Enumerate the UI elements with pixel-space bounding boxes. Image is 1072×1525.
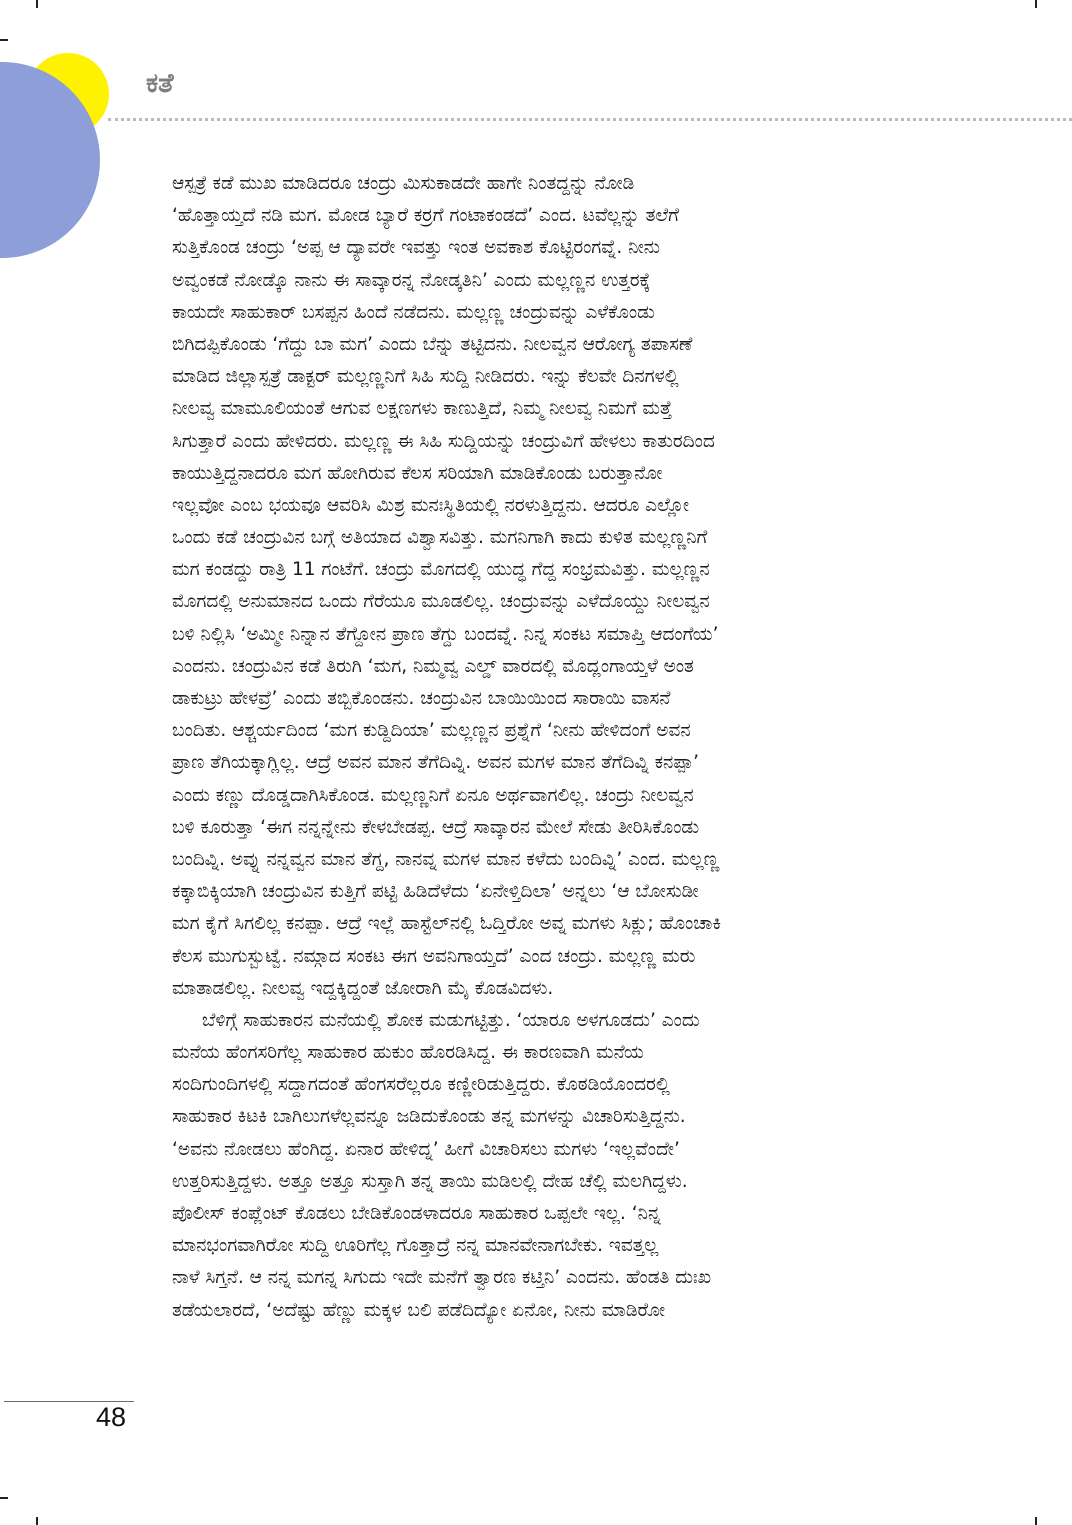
page-number: 48: [96, 1402, 127, 1432]
text-line: ಬಂದಿವ್ನಿ. ಅವ್ನು ನನ್ನವ್ವನ ಮಾನ ತೆಗ್ದ, ನಾನವ್ನ ಮಗಳ ಮಾನ ಕಳೆದು ಬಂದಿವ್ನಿ’ ಎಂದ. ಮಲ್ಲಣ್ಣ: [172, 848, 720, 870]
text-line: ಪೊಲೀಸ್ ಕಂಪ್ಲೆಂಟ್ ಕೊಡಲು ಬೇಡಿಕೊಂಡಳಾದರೂ ಸಾಹುಕಾರ ಒಪ್ಪಲೇ ಇಲ್ಲ. ‘ನಿನ್ನ: [172, 1203, 661, 1224]
text-line: ನೀಲವ್ವ ಮಾಮೂಲಿಯಂತೆ ಆಗುವ ಲಕ್ಷಣಗಳು ಕಾಣುತ್ತಿದೆ, ನಿಮ್ಮ ನೀಲವ್ವ ನಿಮಗೆ ಮತ್ತೆ: [172, 398, 673, 420]
text-line: ಮಗ ಕಂಡದ್ದು ರಾತ್ರಿ 11 ಗಂಟೆಗೆ. ಚಂದ್ರು ಮೊಗದಲ್ಲಿ ಯುದ್ಧ ಗೆದ್ದ ಸಂಭ್ರಮವಿತ್ತು. ಮಲ್ಲಣ್ಣನ: [172, 559, 710, 581]
text-line: ಕೆಲಸ ಮುಗುಸ್ಬುಟ್ವೆ. ನಮ್ಗಾದ ಸಂಕಟ ಈಗ ಅವನಿಗಾಯ್ತದೆ’ ಎಂದ ಚಂದ್ರು. ಮಲ್ಲಣ್ಣ ಮರು: [172, 945, 696, 967]
text-line: ಬಿಗಿದಪ್ಪಿಕೊಂಡು ‘ಗೆದ್ದು ಬಾ ಮಗ’ ಎಂದು ಬೆನ್ನು ತಟ್ಟಿದನು. ನೀಲವ್ವನ ಆರೋಗ್ಯ ತಪಾಸಣೆ: [172, 333, 693, 355]
section-title: ಕತೆ: [146, 68, 174, 99]
text-line: ಆಸ್ಪತ್ರೆ ಕಡೆ ಮುಖ ಮಾಡಿದರೂ ಚಂದ್ರು ಮಿಸುಕಾಡದೇ ಹಾಗೇ ನಿಂತದ್ದನ್ನು ನೋಡಿ: [172, 173, 635, 194]
text-line: ಕಕ್ಕಾಬಿಕ್ಕಿಯಾಗಿ ಚಂದ್ರುವಿನ ಕುತ್ತಿಗೆ ಪಟ್ಟಿ ಹಿಡಿದೆಳೆದು ‘ಏನೇಳ್ತಿದಿಲಾ’ ಅನ್ನಲು ‘ಆ ಬೋಸುಡೀ: [172, 881, 699, 903]
text-line: ಕಾಯದೇ ಸಾಹುಕಾರ್ ಬಸಪ್ಪನ ಹಿಂದೆ ನಡೆದನು. ಮಲ್ಲಣ್ಣ ಚಂದ್ರುವನ್ನು ಎಳೆಕೊಂಡು: [172, 301, 655, 323]
text-line: ಸಾಹುಕಾರ ಕಿಟಕಿ ಬಾಗಿಲುಗಳೆಲ್ಲವನ್ನೂ ಜಡಿದುಕೊಂಡು ತನ್ನ ಮಗಳನ್ನು ವಿಚಾರಿಸುತ್ತಿದ್ದನು.: [172, 1106, 686, 1128]
text-line: ಸಂದಿಗುಂದಿಗಳಲ್ಲಿ ಸದ್ದಾಗದಂತೆ ಹೆಂಗಸರೆಲ್ಲರೂ ಕಣ್ಣೀರಿಡುತ್ತಿದ್ದರು. ಕೊಠಡಿಯೊಂದರಲ್ಲಿ: [172, 1074, 670, 1096]
text-line: ಮಾಡಿದ ಜಿಲ್ಲಾಸ್ಪತ್ರೆ ಡಾಕ್ಟರ್ ಮಲ್ಲಣ್ಣನಿಗೆ ಸಿಹಿ ಸುದ್ದಿ ನೀಡಿದರು. ಇನ್ನು ಕೆಲವೇ ದಿನಗಳಲ್ಲಿ: [172, 366, 679, 388]
text-line: ಅವ್ವಂಕಡೆ ನೋಡ್ಕೊ ನಾನು ಈ ಸಾವ್ಕಾರನ್ನ ನೋಡ್ಕತಿನಿ’ ಎಂದು ಮಲ್ಲಣ್ಣನ ಉತ್ತರಕ್ಕೆ: [172, 269, 651, 291]
text-line: ಮನೆಯ ಹೆಂಗಸರಿಗೆಲ್ಲ ಸಾಹುಕಾರ ಹುಕುಂ ಹೊರಡಿಸಿದ್ದ. ಈ ಕಾರಣವಾಗಿ ಮನೆಯ: [172, 1042, 644, 1064]
paragraph-1: [172, 168, 962, 1005]
text-line: ಮೊಗದಲ್ಲಿ ಅನುಮಾನದ ಒಂದು ಗೆರೆಯೂ ಮೂಡಲಿಲ್ಲ. ಚಂದ್ರುವನ್ನು ಎಳೆದೊಯ್ದು ನೀಲವ್ವನ: [172, 591, 710, 613]
crop-mark-top-left: [36, 0, 38, 8]
text-line: ಒಂದು ಕಡೆ ಚಂದ್ರುವಿನ ಬಗ್ಗೆ ಅತಿಯಾದ ವಿಶ್ವಾಸವಿತ್ತು. ಮಗನಿಗಾಗಿ ಕಾದು ಕುಳಿತ ಮಲ್ಲಣ್ಣನಿಗೆ: [172, 527, 708, 549]
text-line: ಬೆಳಿಗ್ಗೆ ಸಾಹುಕಾರನ ಮನೆಯಲ್ಲಿ ಶೋಕ ಮಡುಗಟ್ಟಿತ್ತು. ‘ಯಾರೂ ಅಳಗೂಡದು’ ಎಂದು: [202, 1009, 700, 1031]
text-line: ಎಂದು ಕಣ್ಣು ದೊಡ್ಡದಾಗಿಸಿಕೊಂಡ. ಮಲ್ಲಣ್ಣನಿಗೆ ಏನೂ ಅರ್ಥವಾಗಲಿಲ್ಲ. ಚಂದ್ರು ನೀಲವ್ವನ: [172, 784, 694, 806]
text-line: ನಾಳೆ ಸಿಗ್ತನೆ. ಆ ನನ್ನ ಮಗನ್ನ ಸಿಗುದು ಇದೇ ಮನೆಗೆ ತ್ವಾರಣ ಕಟ್ತಿನಿ’ ಎಂದನು. ಹೆಂಡತಿ ದುಃಖ: [172, 1267, 712, 1289]
text-line: ಬಂದಿತು. ಆಶ್ಚರ್ಯದಿಂದ ‘ಮಗ ಕುಡ್ದಿದಿಯಾ’ ಮಲ್ಲಣ್ಣನ ಪ್ರಶ್ನೆಗೆ ‘ನೀನು ಹೇಳಿದಂಗೆ ಅವನ: [172, 720, 691, 742]
text-line: ಮಾತಾಡಲಿಲ್ಲ. ನೀಲವ್ವ ಇದ್ದಕ್ಕಿದ್ದಂತೆ ಜೋರಾಗಿ ಮೈ ಕೊಡವಿದಳು.: [172, 977, 554, 999]
text-line: ತಡೆಯಲಾರದೆ, ‘ಅದೆಷ್ಟು ಹೆಣ್ಣು ಮಕ್ಕಳ ಬಲಿ ಪಡೆದಿದ್ಯೋ ಏನೋ, ನೀನು ಮಾಡಿರೋ: [172, 1299, 666, 1321]
text-line: ಡಾಕುಟ್ರು ಹೇಳವ್ರೆ’ ಎಂದು ತಬ್ಬಿಕೊಂಡನು. ಚಂದ್ರುವಿನ ಬಾಯಿಯಿಂದ ಸಾರಾಯಿ ವಾಸನೆ: [172, 688, 671, 709]
text-line: ಸುತ್ತಿಕೊಂಡ ಚಂದ್ರು ‘ಅಪ್ಪ ಆ ದ್ಯಾವರೇ ಇವತ್ತು ಇಂತ ಅವಕಾಶ ಕೊಟ್ಟಿರಂಗವ್ನೆ. ನೀನು: [172, 237, 660, 259]
text-line: ಕಾಯುತ್ತಿದ್ದನಾದರೂ ಮಗ ಹೋಗಿರುವ ಕೆಲಸ ಸರಿಯಾಗಿ ಮಾಡಿಕೊಂಡು ಬರುತ್ತಾನೋ: [172, 462, 663, 484]
text-line: ಬಳಿ ಕೂರುತ್ತಾ ‘ಈಗ ನನ್ನನ್ನೇನು ಕೇಳಬೇಡಪ್ಪ. ಆದ್ರೆ ಸಾವ್ಕಾರನ ಮೇಲೆ ಸೇಡು ತೀರಿಸಿಕೊಂಡು: [172, 816, 700, 838]
text-line: ಸಿಗುತ್ತಾರೆ ಎಂದು ಹೇಳಿದರು. ಮಲ್ಲಣ್ಣ ಈ ಸಿಹಿ ಸುದ್ದಿಯನ್ನು ಚಂದ್ರುವಿಗೆ ಹೇಳಲು ಕಾತುರದಿಂದ: [172, 430, 715, 452]
paragraph-2: [172, 1005, 962, 1327]
text-line: ಪ್ರಾಣ ತೆಗಿಯಕ್ಕಾಗ್ಲಿಲ್ಲ. ಆದ್ರೆ ಅವನ ಮಾನ ತೆಗೆದಿವ್ನಿ. ಅವನ ಮಗಳ ಮಾನ ತೆಗೆದಿವ್ನಿ ಕನಪ್ಪಾ’: [172, 752, 700, 774]
header-dotted-rule: [108, 118, 1072, 121]
crop-mark-left-bottom: [0, 1497, 8, 1499]
crop-mark-bottom-right: [1035, 1517, 1037, 1525]
text-line: ಇಲ್ಲವೋ ಎಂಬ ಭಯವೂ ಆವರಿಸಿ ಮಿಶ್ರ ಮನಃಸ್ಥಿತಿಯಲ್ಲಿ ನರಳುತ್ತಿದ್ದನು. ಆದರೂ ಎಲ್ಲೋ: [172, 494, 690, 516]
story-body: [172, 168, 962, 1327]
text-line: ಮಾನಭಂಗವಾಗಿರೋ ಸುದ್ದಿ ಊರಿಗೆಲ್ಲ ಗೊತ್ತಾದ್ರೆ ನನ್ನ ಮಾನವೇನಾಗಬೇಕು. ಇವತ್ತಲ್ಲ: [172, 1235, 659, 1257]
crop-mark-bottom-left: [36, 1517, 38, 1525]
text-line: ‘ಹೊತ್ತಾಯ್ತದೆ ನಡಿ ಮಗ. ಮೋಡ ಬ್ಯಾರೆ ಕರ್ರಗೆ ಗಂಟಾಕಂಡದೆ’ ಎಂದ. ಟವೆಲ್ಲನ್ನು ತಲೆಗೆ: [172, 205, 679, 227]
text-line: ‘ಅವನು ನೋಡಲು ಹೆಂಗಿದ್ದ. ಏನಾರ ಹೇಳಿದ್ನ’ ಹೀಗೆ ವಿಚಾರಿಸಲು ಮಗಳು ‘ಇಲ್ಲವೆಂದೇ’: [172, 1138, 680, 1160]
text-line: ಮಗ ಕೈಗೆ ಸಿಗಲಿಲ್ಲ ಕನಪ್ಪಾ. ಆದ್ರೆ ಇಲ್ಲೆ ಹಾಸ್ಟೆಲ್‌ನಲ್ಲಿ ಓದ್ತಿರೋ ಅವ್ನ ಮಗಳು ಸಿಕ್ಲು; ಹೊಂಚಾಕಿ: [172, 913, 722, 935]
text-line: ಎಂದನು. ಚಂದ್ರುವಿನ ಕಡೆ ತಿರುಗಿ ‘ಮಗ, ನಿಮ್ಮವ್ವ ಎಲ್ಡ್ ವಾರದಲ್ಲಿ ಮೊದ್ಲಂಗಾಯ್ತಳೆ ಅಂತ: [172, 655, 694, 677]
text-line: ಬಳಿ ನಿಲ್ಲಿಸಿ ‘ಅಮ್ಮೀ ನಿನ್ನಾನ ತೆಗ್ದೋನ ಪ್ರಾಣ ತೆಗ್ದು ಬಂದವ್ನೆ. ನಿನ್ನ ಸಂಕಟ ಸಮಾಪ್ತಿ ಆದಂಗೆಯ’: [172, 623, 719, 645]
text-line: ಉತ್ತರಿಸುತ್ತಿದ್ದಳು. ಅತ್ತೂ ಅತ್ತೂ ಸುಸ್ತಾಗಿ ತನ್ನ ತಾಯಿ ಮಡಿಲಲ್ಲಿ ದೇಹ ಚೆಲ್ಲಿ ಮಲಗಿದ್ದಳು.: [172, 1170, 688, 1192]
crop-mark-top-right: [1035, 0, 1037, 8]
crop-mark-left-top: [0, 39, 8, 41]
